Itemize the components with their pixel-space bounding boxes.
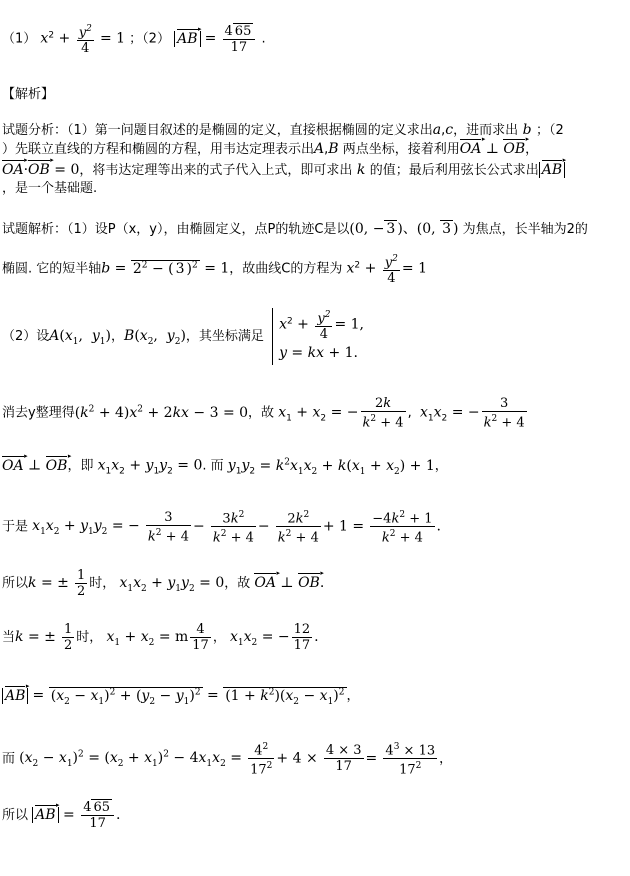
solution-line-3: （2）设$A(x_1$, $y_1$)，$B(x_2$, $y_2$)，其坐标满足 $x^2$ + $\frac{y^2}{4}$ = 1, y = kx + 1.: [2, 308, 630, 365]
solution-line-9: AB ▸ = $(x_2 - x_1)^2 + (y_2 - y_1)^2 = (1 + k^2)(x_2 - x_1)^2$ ，: [2, 683, 630, 710]
analysis-header: 【解析】: [2, 87, 55, 102]
solution-line-11: 所以 AB ▸ = $\frac{4 65}{17}$ .: [2, 800, 630, 831]
answer-line: （1） $x^2$ + $\frac{y^2}{4}$ = 1 ；（2） AB ▸ = $\frac{4 65}{17}$ .: [2, 22, 630, 56]
solution-line-7: 所以k = ± $\frac{1}{2}$ 时， $x_1x_2 + y_1y_2 = 0$，故 OA ▸ ⊥ OB ▸.: [2, 568, 630, 599]
analysis-line-2: ）先联立直线的方程和椭圆的方程，用韦达定理表示出A,B 两点坐标，接着利用OA ▸ ⊥ OB ▸，: [2, 140, 630, 159]
solution-line-6: 于是 $x_1x_2 + y_1y_2$ = − $\frac{3}{k^2 + 4}$ − $\frac{3k^2}{k^2 + 4}$ − $\frac{2k^2}{k^2 + 4}$ + 1 = $\frac{-4k^2 + 1}{k^2 + 4}$ .: [2, 509, 441, 546]
solution-line-5: OA ▸ ⊥ OB ▸，即 $x_1x_2 + y_1y_2 = 0$. 而 $y_1y_2 = k^2x_1x_2 + k(x_1 + x_2) + 1$，: [2, 453, 630, 480]
analysis-line-1: 试题分析：（1）第一问题目叙述的是椭圆的定义，直接根据椭圆的定义求出a,c，进而求出 b ；（2: [2, 122, 564, 138]
solution-line-8: 当k = ± $\frac{1}{2}$ 时， $x_1 + x_2 = m$ $\frac{4}{17}$ ， $x_1x_2$ = − $\frac{12}{17}$ .: [2, 622, 319, 653]
solution-line-10: 而 $(x_2 - x_1)^2 = (x_2 + x_1)^2 - 4x_1x_2$ = $\frac{4^2}{17^2}$ + 4 × $\frac{4 \times 3}{17}$ = $\frac{4^3 \times 13}{17^2}$ ，: [2, 742, 453, 778]
solution-line-1: 试题解析：（1）设P（x，y），由椭圆定义，点P的轨迹C是以(0, − 3 )、(0, 3 ) 为焦点，长半轴为2的: [2, 221, 588, 237]
solution-line-2: 椭圆. 它的短半轴$b = 2^2$ − ( 3 )$^2$ = 1，故曲线C的方程为 $x^2$ + $\frac{y^2}{4}$ = 1: [2, 254, 427, 287]
analysis-line-3: OA ▸·OB ▸ = 0，将韦达定理等出来的式子代入上式，即可求出 k 的值；最后利用弦长公式求出 AB ▸: [2, 161, 630, 180]
solution-line-4: 消去y整理得$(k^2 + 4)x^2 + 2kx - 3 = 0$，故 $x_1 + x_2$ = − $\frac{2k}{k^2 + 4}$ , $x_1x_2$ = − $\frac{3}{k^2 + 4}$: [2, 396, 525, 431]
answer-part2-label: ；（2）: [129, 31, 170, 47]
answer-end: .: [261, 31, 266, 47]
answer-part1-label: （1）: [2, 31, 37, 47]
analysis-line-4: ，是一个基础题.: [2, 181, 98, 196]
